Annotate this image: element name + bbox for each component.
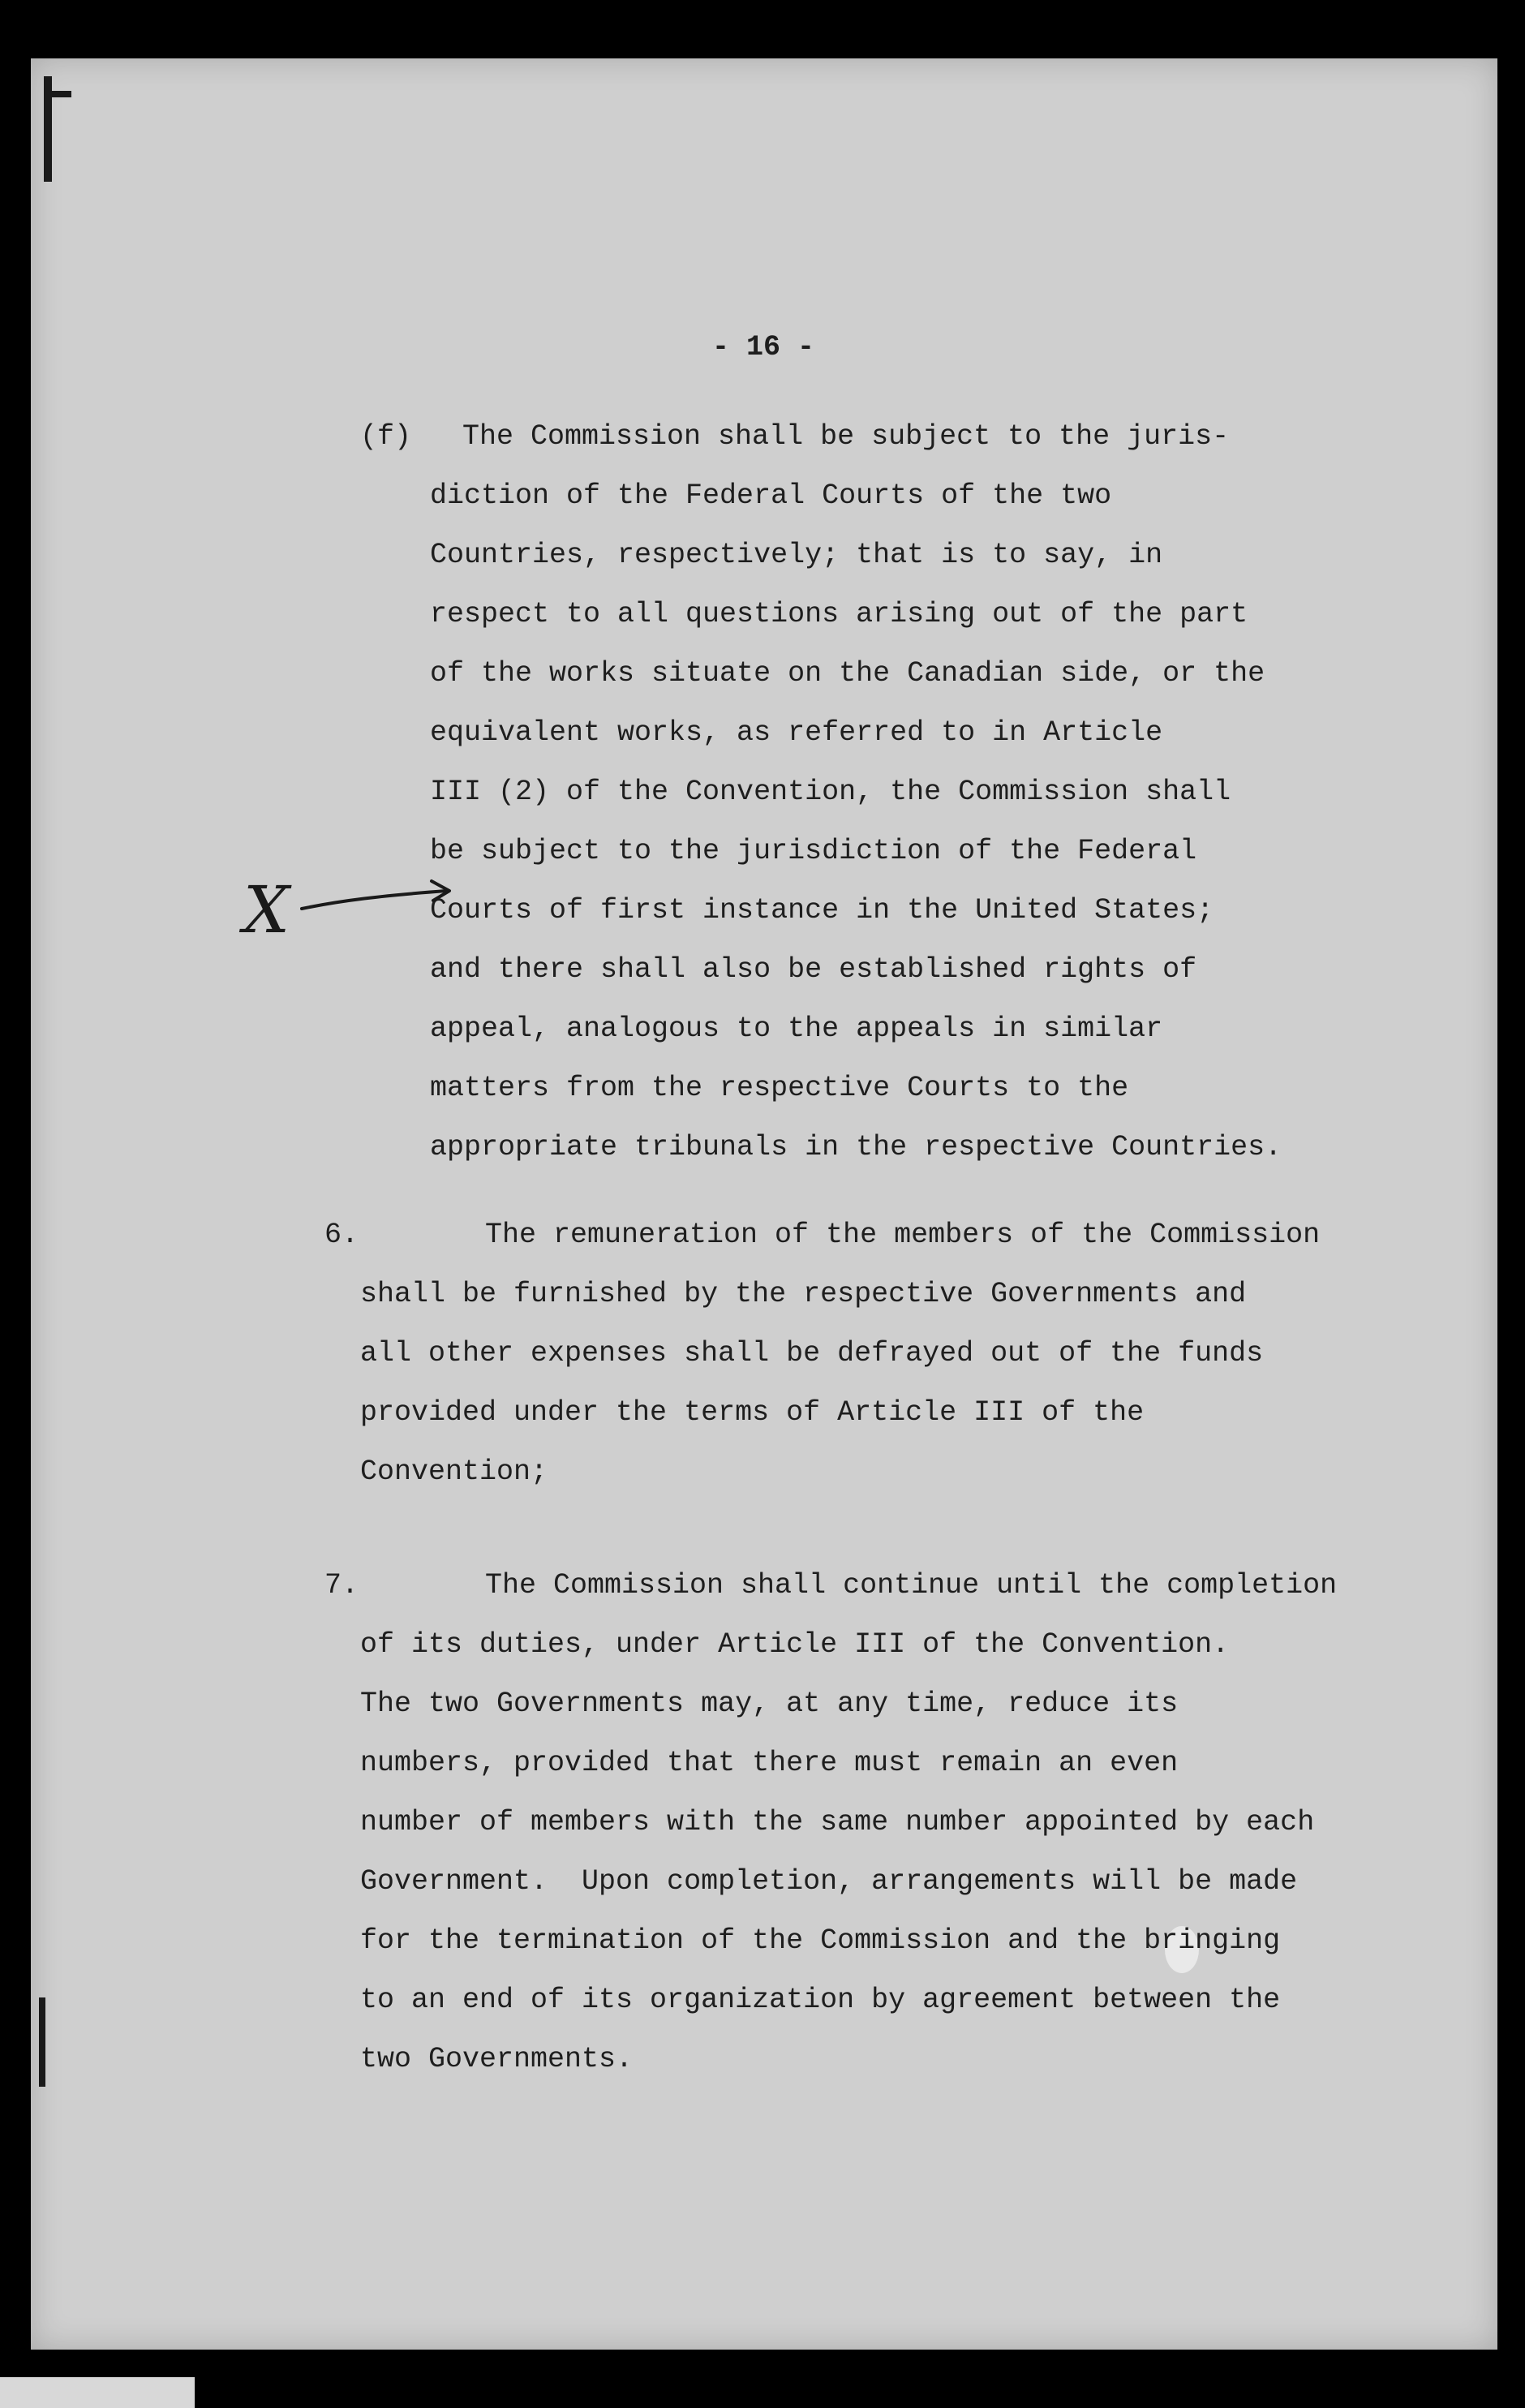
scan-corner-tab [0, 2377, 195, 2408]
section-f-line: of the works situate on the Canadian side, or the [430, 657, 1265, 690]
section-f-line: equivalent works, as referred to in Article [430, 716, 1163, 749]
section-f-line: The Commission shall be subject to the juris- [462, 420, 1230, 453]
section-7-line: Government. Upon completion, arrangements will be made [360, 1865, 1298, 1898]
edge-artifact [39, 1997, 45, 2087]
section-6-line: The remuneration of the members of the Commission [485, 1219, 1321, 1251]
section-f-line: and there shall also be established rights of [430, 953, 1197, 986]
section-f-line: diction of the Federal Courts of the two [430, 479, 1112, 512]
section-7-line: of its duties, under Article III of the Convention. [360, 1628, 1230, 1661]
section-f-line: respect to all questions arising out of the part [430, 598, 1248, 630]
section-6-line: Convention; [360, 1456, 548, 1488]
section-f-line: appropriate tribunals in the respective Countries. [430, 1131, 1282, 1163]
section-f-line: III (2) of the Convention, the Commission shall [430, 776, 1231, 808]
section-6-line: provided under the terms of Article III of the [360, 1396, 1145, 1429]
section-7-line: number of members with the same number appointed by each [360, 1806, 1315, 1838]
section-7-line: numbers, provided that there must remain an even [360, 1747, 1179, 1779]
section-f-line: matters from the respective Courts to the [430, 1072, 1129, 1104]
margin-x-mark: X [243, 872, 290, 948]
page-number: - 16 - [712, 331, 815, 363]
section-7-line: two Governments. [360, 2043, 634, 2075]
section-6-label: 6. [324, 1219, 359, 1251]
section-f-line: Countries, respectively; that is to say, in [430, 539, 1163, 571]
section-7-line: to an end of its organization by agreement between the [360, 1984, 1281, 2016]
section-6-line: shall be furnished by the respective Governments and [360, 1278, 1247, 1310]
section-7-line: The two Governments may, at any time, reduce its [360, 1688, 1179, 1720]
arrow-right-icon [243, 860, 470, 957]
section-7-line: for the termination of the Commission and the bringing [360, 1924, 1281, 1957]
section-f-line: appeal, analogous to the appeals in similar [430, 1013, 1163, 1045]
section-7-label: 7. [324, 1569, 359, 1602]
section-f-line: be subject to the jurisdiction of the Federal [430, 835, 1197, 867]
edge-artifact [49, 91, 71, 97]
section-7-line: The Commission shall continue until the completion [485, 1569, 1338, 1602]
section-f-line: Courts of first instance in the United States; [430, 894, 1214, 927]
section-f-label: (f) [360, 420, 412, 453]
section-6-line: all other expenses shall be defrayed out of the funds [360, 1337, 1264, 1370]
